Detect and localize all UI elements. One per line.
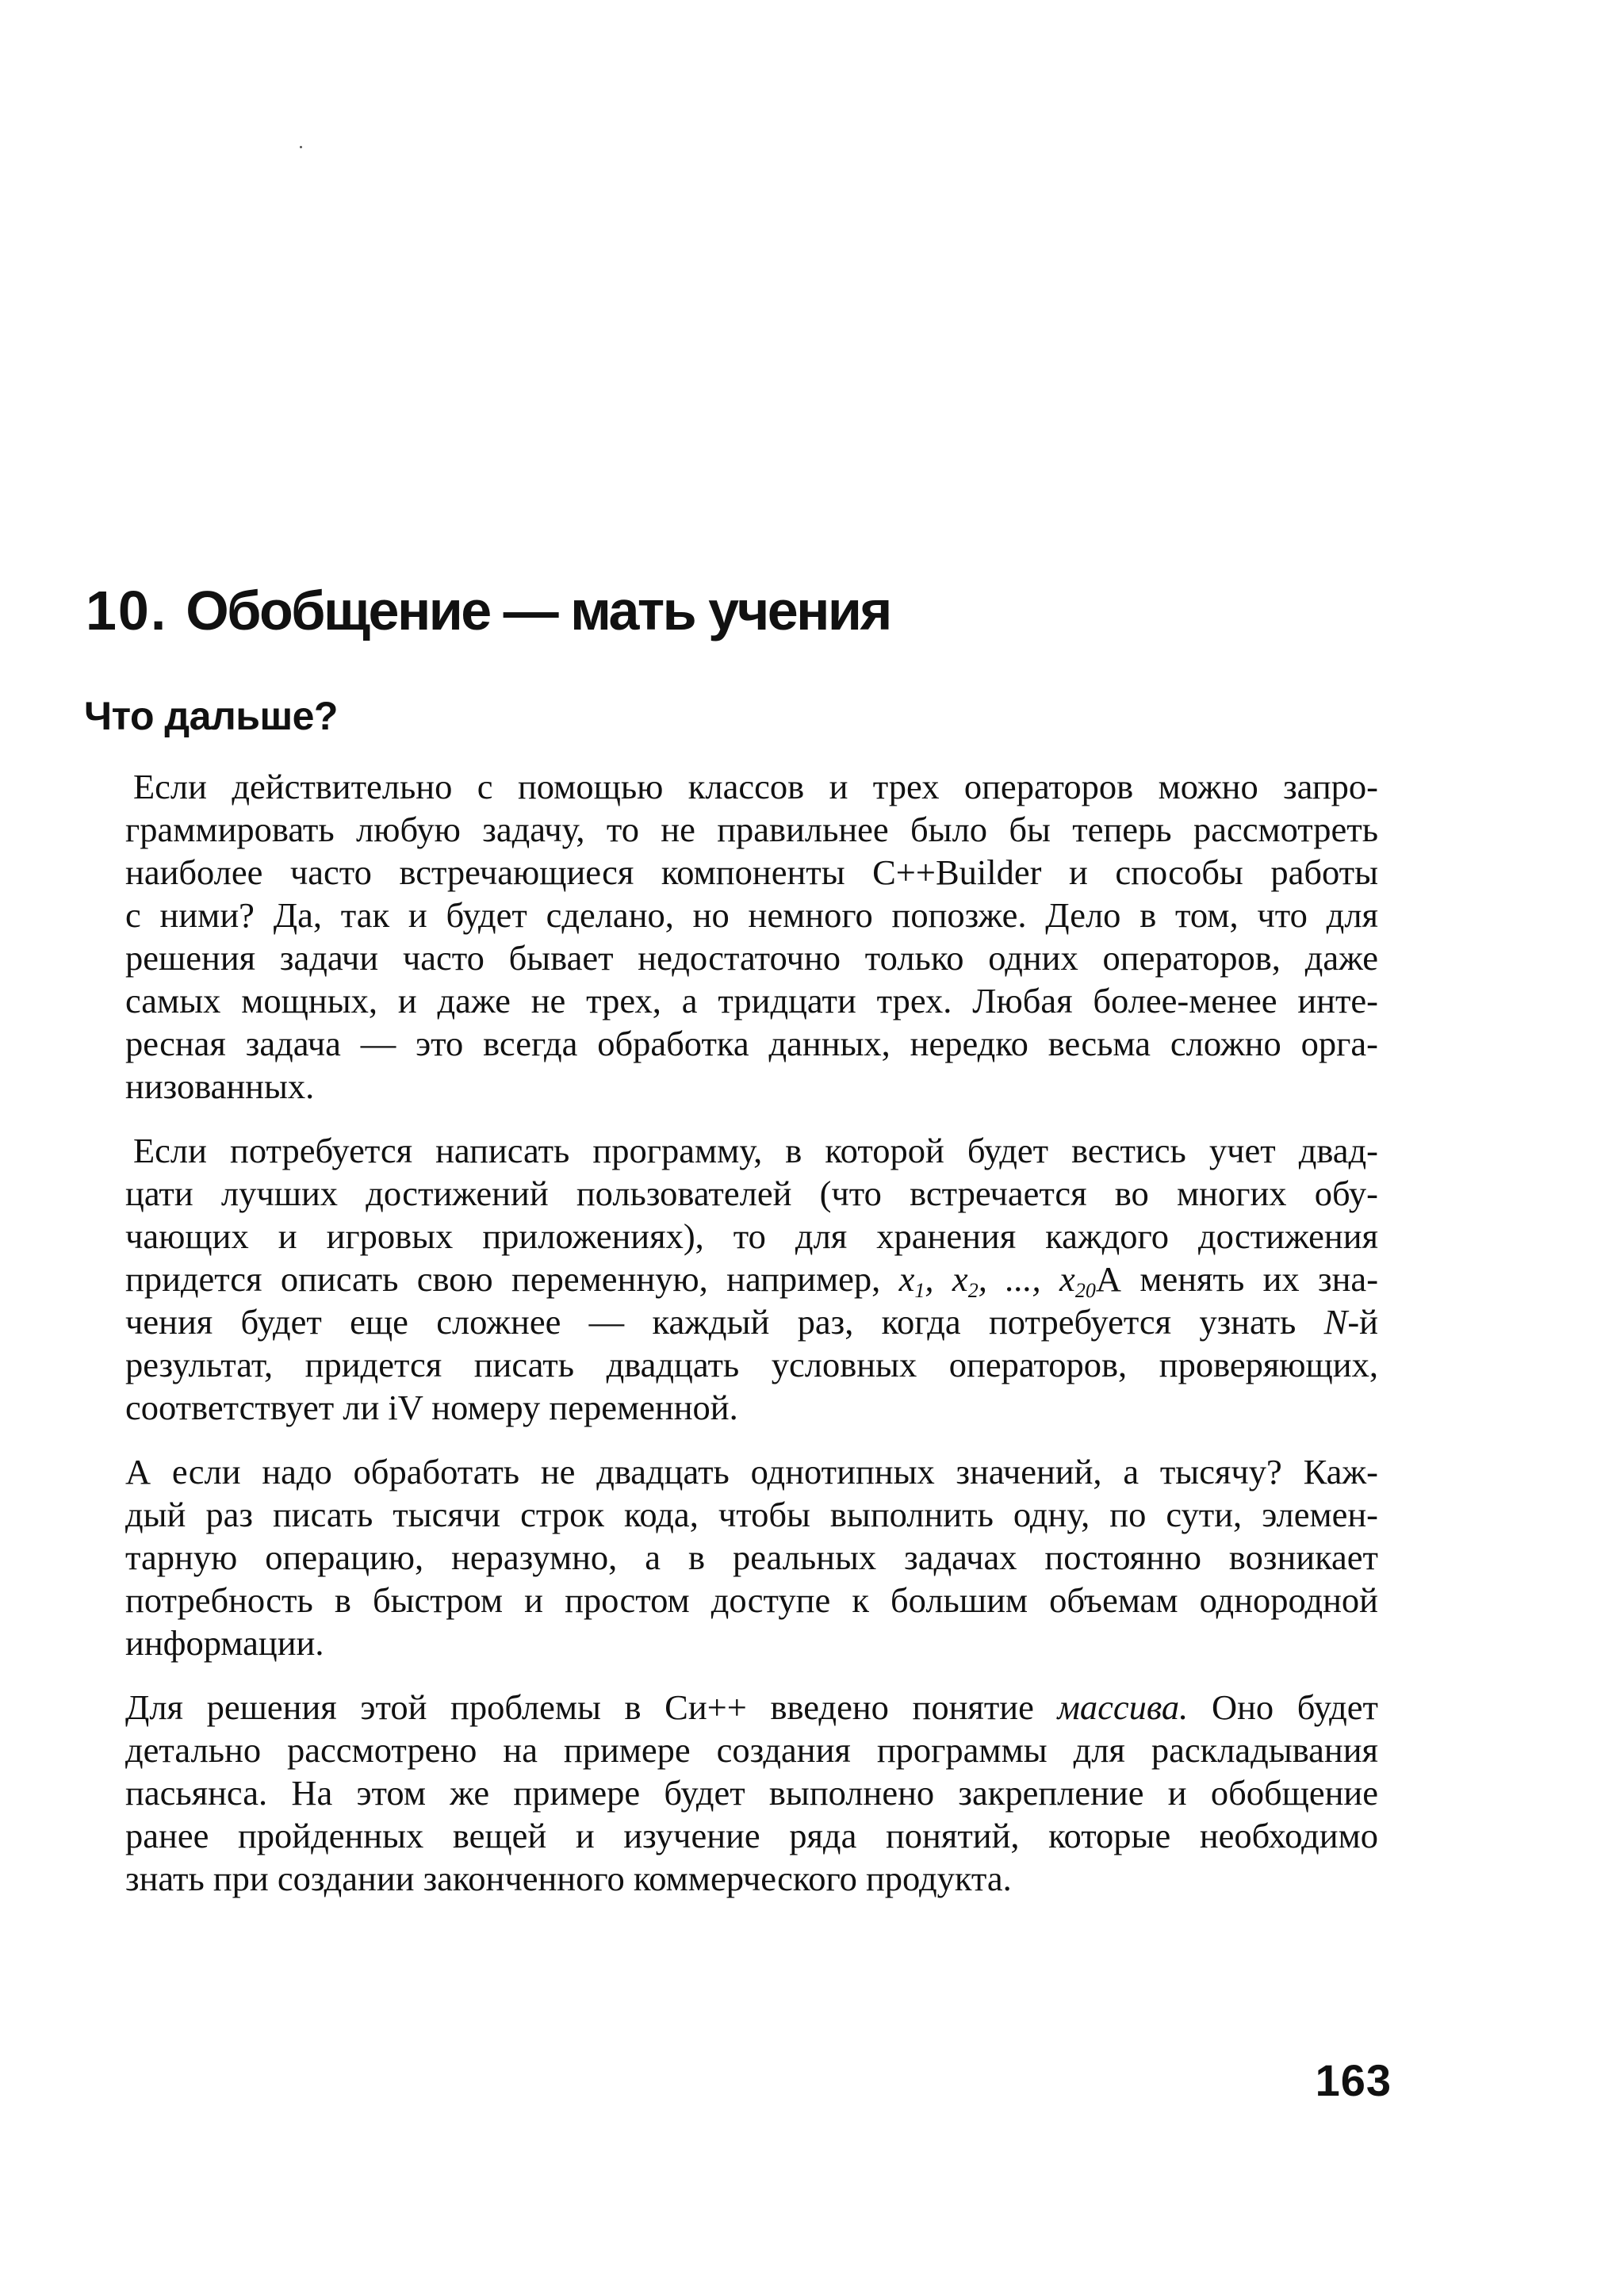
body-text (125, 765, 1378, 1921)
text-line-with-math (125, 1258, 1378, 1300)
math-var: N (1323, 1302, 1348, 1342)
paragraph (125, 765, 1378, 1108)
math-var: x (898, 1259, 915, 1299)
line-text-before: Для решения этой проблемы в Си++ введено понятие (125, 1687, 1058, 1727)
text-line: решения задачи часто бывает недостаточно только одних операторов, даже (125, 938, 1378, 978)
math-subscript: 2 (967, 1279, 979, 1302)
line-text-before: чения будет еще сложнее — каждый раз, когда потребуется узнать (125, 1302, 1324, 1342)
text-line: результат, придется писать двадцать условных операторов, проверяющих, (125, 1345, 1378, 1384)
text-line: детально рассмотрено на примере создания программы для раскладывания (125, 1730, 1378, 1770)
line-text-after: Оно будет (1188, 1687, 1379, 1727)
math-var: x (1059, 1259, 1075, 1299)
text-line: знать при создании законченного коммерческого продукта. (125, 1859, 1012, 1898)
paragraph (125, 1129, 1378, 1429)
text-line-with-variable (125, 1300, 1378, 1343)
math-separator: , (925, 1259, 952, 1299)
text-line: дый раз писать тысячи строк кода, чтобы выполнить одну, по сути, элемен- (125, 1495, 1378, 1534)
math-var: x (952, 1259, 968, 1299)
text-line: цати лучших достижений пользователей (что встречается во многих обу- (125, 1174, 1378, 1213)
text-line: А если надо обработать не двадцать однотипных значений, а тысячу? Каж- (125, 1452, 1378, 1491)
text-line: информации. (125, 1623, 324, 1663)
paragraph (125, 1686, 1378, 1900)
text-line: с ними? Да, так и будет сделано, но немного попозже. Дело в том, что для (125, 895, 1378, 935)
text-line: ресная задача — это всегда обработка данных, нередко весьма сложно орга- (125, 1024, 1378, 1063)
line-text-after: А менять их зна- (1095, 1259, 1379, 1299)
text-line: потребность в быстром и простом доступе к большим объемам однородной (125, 1580, 1378, 1620)
section-title: Что дальше? (84, 694, 338, 738)
text-line: ранее пройденных вещей и изучение ряда понятий, которые необходимо (125, 1816, 1378, 1855)
text-line: низованных. (125, 1066, 315, 1106)
scan-speck (300, 146, 302, 148)
math-subscript: 20 (1074, 1279, 1096, 1302)
variable-list (898, 1259, 1096, 1302)
chapter-number: 10. (86, 580, 168, 641)
text-line: чающих и игровых приложениях), то для хранения каждого достижения (125, 1216, 1378, 1256)
text-line: тарную операцию, неразумно, а в реальных задачах постоянно возникает (125, 1537, 1378, 1577)
text-line: Если действительно с помощью классов и трех операторов можно запро- (133, 767, 1378, 806)
text-line: самых мощных, и даже не трех, а тридцати трех. Любая более-менее инте- (125, 981, 1378, 1020)
page-number: 163 (1315, 2055, 1392, 2105)
text-line: соответствует ли iV номеру переменной. (125, 1388, 738, 1427)
text-line: наиболее часто встречающиеся компоненты C++Builder и способы работы (125, 852, 1378, 892)
text-line: Если потребуется написать программу, в которой будет вестись учет двад- (133, 1131, 1378, 1170)
math-separator: , ..., (978, 1259, 1060, 1299)
math-subscript: 1 (914, 1279, 925, 1302)
emphasized-term: массива. (1057, 1687, 1189, 1727)
chapter-title (86, 580, 1354, 641)
chapter-title-text: Обобщение — мать учения (186, 580, 891, 641)
paragraph (125, 1450, 1378, 1664)
text-line-with-term (125, 1686, 1378, 1729)
text-line: граммировать любую задачу, то не правильнее было бы теперь рассмотреть (125, 810, 1378, 849)
text-line: пасьянса. На этом же примере будет выполнено закрепление и обобщение (125, 1773, 1378, 1813)
line-text-before: придется описать свою переменную, например, (125, 1259, 899, 1299)
line-text-after: -й (1347, 1302, 1378, 1342)
